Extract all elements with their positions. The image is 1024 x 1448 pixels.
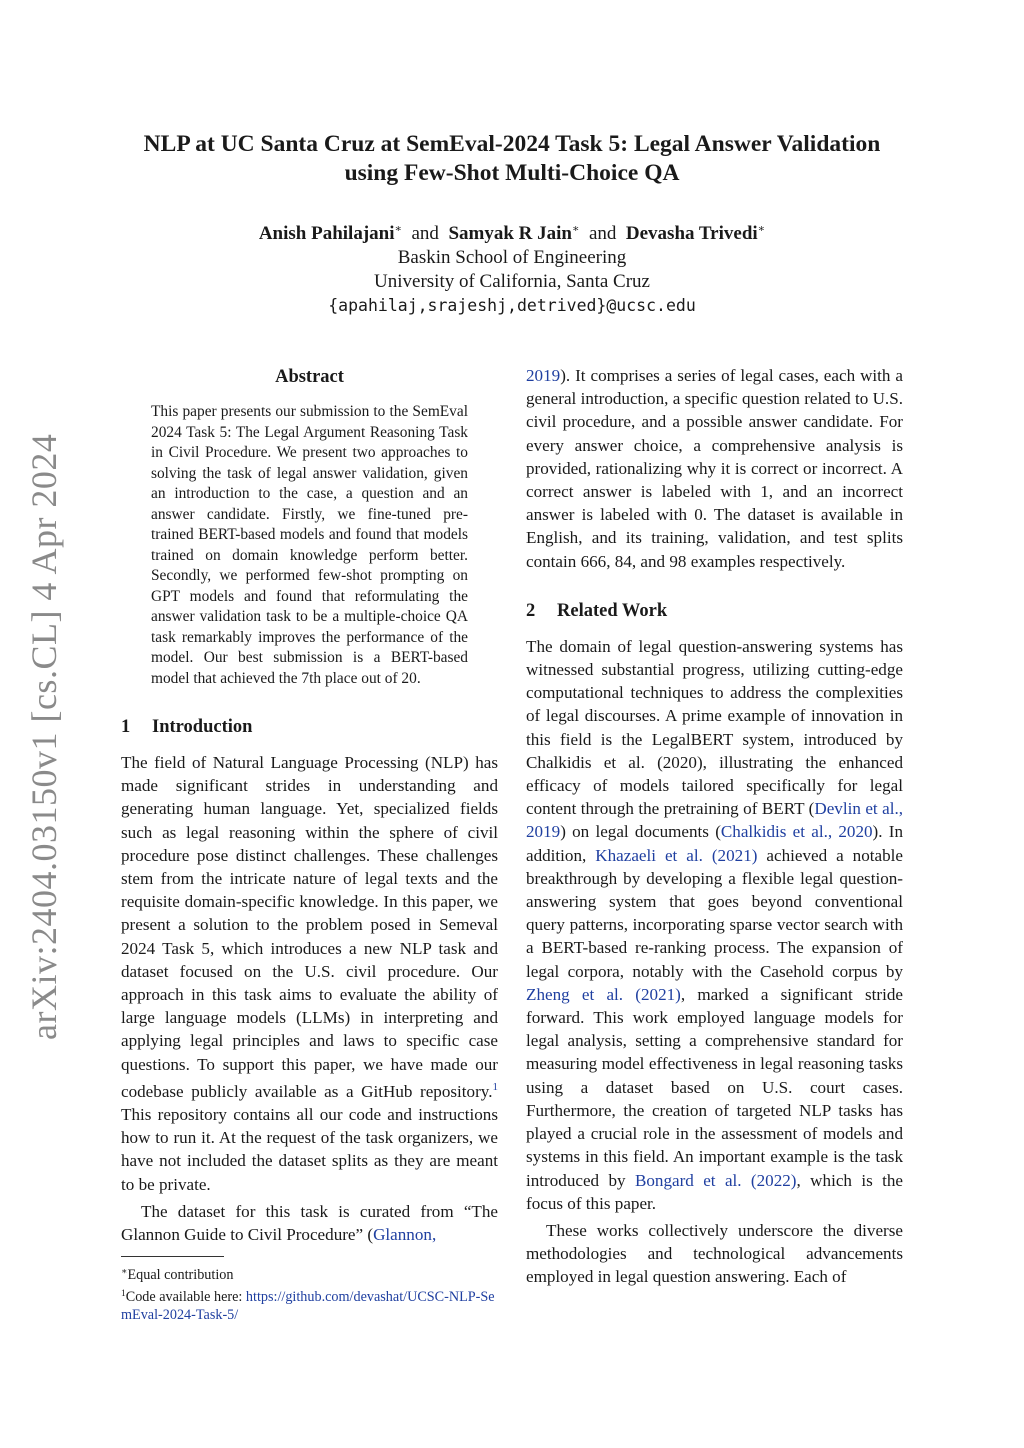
- arxiv-stamp: arXiv:2404.03150v1 [cs.CL] 4 Apr 2024: [24, 433, 64, 1040]
- intro-paragraph-1: The field of Natural Language Processing (NLP) has made significant strides in understanding and generating human language. Yet, specialized fields such as legal reasoning within the sphere of civil procedure pose distinct challenges. These challenges stem from the intricate nature of legal texts and the requisite domain-specific knowledge. In this paper, we present a solution to the problem posed in Semeval 2024 Task 5, which introduces a new NLP task and dataset focused on the U.S. civil procedure. Our approach in this task aims to evaluate the ability of large language models (LLMs) in interpreting and applying legal principles and laws to specific case questions. To support this paper, we have made our codebase publicly available as a GitHub repository.$^1$ This repository contains all our code and instructions how to run it. At the request of the task organizers, we have not included the dataset splits as they are meant to be private.: [121, 753, 498, 1194]
- left-column: [121, 364, 498, 1325]
- footnotes: [121, 1256, 498, 1325]
- author-name: Samyak R Jain: [448, 223, 572, 244]
- footnote-ref[interactable]: 1: [492, 1080, 498, 1093]
- related-work-paragraph-1: The domain of legal question-answering systems has witnessed substantial progress, utilizing cutting-edge computational techniques to address the complexities of legal discourses. A prime example of innovation in this field is the LegalBERT system, introduced by Chalkidis et al. (2020), illustrating the enhanced efficacy of models tailored specifically for legal content through the pretraining of BERT (Devlin et al., 2019) on legal documents (Chalkidis et al., 2020). In addition, Khazaeli et al. (2021) achieved a notable breakthrough by developing a flexible legal question-answering system that goes beyond conventional query patterns, incorporating sparse vector search with a BERT-based re-ranking process. The expansion of legal corpora, notably with the Casehold corpus by Zheng et al. (2021), marked a significant stride forward. This work employed language models for legal analysis, setting a comprehensive standard for measuring model effectiveness in legal reasoning tasks using a dataset based on U.S. court cases. Furthermore, the creation of targeted NLP tasks has played a crucial role in the assessment of models and systems in this field. An important example is the task introduced by Bongard et al. (2022), which is the focus of this paper.: [526, 636, 903, 1213]
- intro-paragraph-2-continued: 2019). It comprises a series of legal cases, each with a general introduction, a specific question related to U.S. civil procedure, and a possible answer candidate. For every answer choice, a comprehensive analysis is provided, rationalizing why it is correct or incorrect. A correct answer is labeled with 1, and an incorrect answer is labeled with 0. The dataset is available in English, and its training, validation, and test splits contain 666, 84, and 98 examples respectively.: [526, 366, 903, 571]
- citation-link[interactable]: Chalkidis et al., 2020: [720, 822, 873, 842]
- affiliation-university: University of California, Santa Cruz: [374, 271, 650, 292]
- citation-link[interactable]: 2019: [526, 366, 561, 385]
- author-emails: {apahilaj,srajeshj,detrived}@ucsc.edu: [328, 296, 696, 315]
- right-column: [526, 364, 903, 1289]
- citation-link[interactable]: Glannon,: [373, 1225, 437, 1245]
- related-work-paragraph-2: These works collectively underscore the diverse methodologies and technological advancements employed in legal question answering. Each of: [526, 1220, 903, 1287]
- footnote-code: $^1$Code available here: https://github.com/devashat/UCSC-NLP-SemEval-2024-Task-5/: [121, 1288, 495, 1324]
- affiliation-school: Baskin School of Engineering: [397, 247, 627, 268]
- paper-title: NLP at UC Santa Cruz at SemEval-2024 Task 5: Legal Answer Validation using Few-Shot Multi-Choice QA: [143, 131, 881, 186]
- footnote-divider: [121, 1256, 224, 1257]
- citation-link[interactable]: Khazaeli et al. (2021): [595, 845, 758, 865]
- abstract-heading: Abstract: [275, 367, 344, 387]
- intro-paragraph-2: The dataset for this task is curated from “The Glannon Guide to Civil Procedure” (Glannon,: [121, 1201, 498, 1245]
- footnote-equal-contribution: ∗Equal contribution: [121, 1267, 234, 1284]
- citation-link[interactable]: Zheng et al. (2021): [526, 984, 681, 1004]
- author-list: Anish Pahilajani∗ and Samyak R Jain∗ and Devasha Trivedi∗: [258, 223, 766, 244]
- author-block: [100, 217, 924, 318]
- citation-link[interactable]: Bongard et al. (2022): [634, 1170, 797, 1190]
- author-name: Devasha Trivedi: [625, 223, 758, 244]
- author-name: Anish Pahilajani: [258, 223, 395, 244]
- abstract-text: This paper presents our submission to the SemEval 2024 Task 5: The Legal Argument Reasoning Task in Civil Procedure. We present two approaches to solving the task of legal answer validation, given an introduction to the case, a question and an answer candidate. Firstly, we fine-tuned pre-trained BERT-based models and found that models trained on domain knowledge perform better. Secondly, we performed few-shot prompting on GPT models and found that reformulating the answer validation task to be a multiple-choice QA task remarkably improves the performance of the model. Our best submission is a BERT-based model that achieved the 7th place out of 20.: [151, 403, 468, 687]
- section-heading-related-work: 2 Related Work: [526, 600, 668, 621]
- section-heading-introduction: 1 Introduction: [121, 717, 253, 737]
- citation-link[interactable]: Devlin et al., 2019: [526, 799, 903, 842]
- github-link[interactable]: https://github.com/devashat/UCSC-NLP-SemEval-2024-Task-5/: [121, 1288, 495, 1324]
